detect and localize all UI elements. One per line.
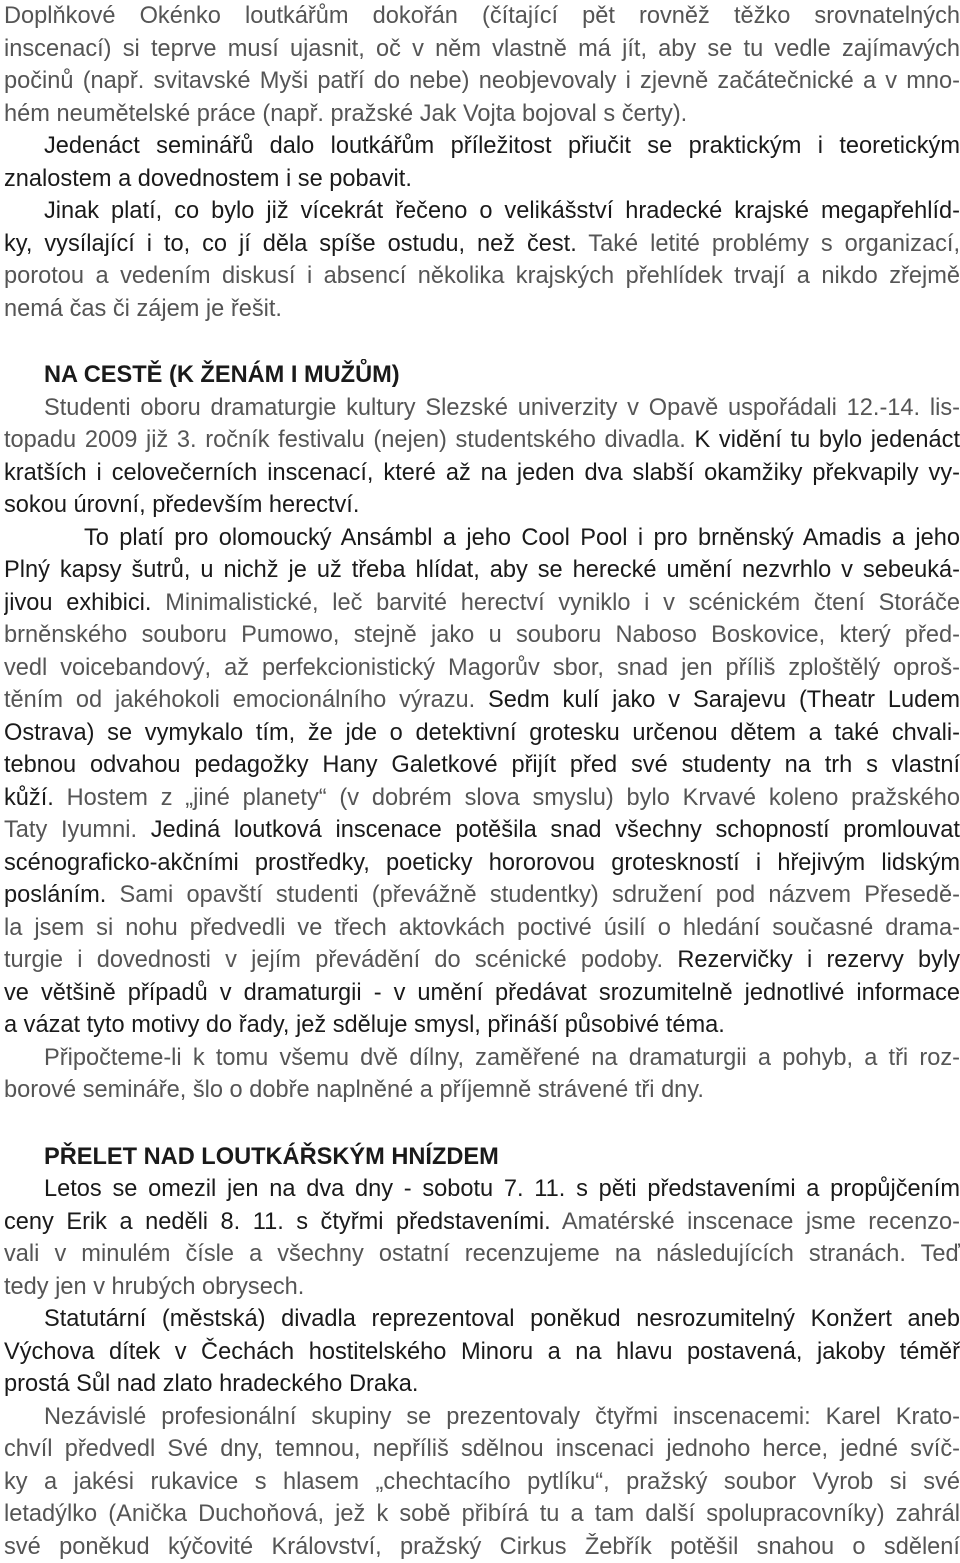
text-line xyxy=(4,260,960,293)
text-run: prostá Sůl nad zlato hradeckého Draka. xyxy=(4,1371,418,1397)
text-run: chvíl předvedl Své dny, temnou, nepříliš sdělnou inscenaci jednoho herce, jedné svíč- xyxy=(4,1436,960,1462)
text-run: Sedm kulí jako v Sarajevu (Theatr Ludem xyxy=(488,687,960,713)
text-run: Amatérské inscenace jsme recenzo- xyxy=(562,1209,960,1235)
text-run: letadýlko (Anička Duchoňová, jež k sobě přibírá tu a tam další spolupracovníky) zahrál xyxy=(4,1501,960,1527)
text-line xyxy=(4,1368,960,1401)
text-line xyxy=(4,749,960,782)
text-run: porotou a vedením diskusí i absencí několika krajských přehlídek trvají a nikdo zřejmě xyxy=(4,263,960,289)
text-run: borové semináře, šlo o dobře naplněné a příjemně strávené tři dny. xyxy=(4,1077,704,1103)
text-run: NA CESTĚ (K ŽENÁM I MUŽŮM) xyxy=(44,362,400,388)
text-run: Sami opavští studenti (převážně studentky) sdružení pod názvem Přesedě- xyxy=(120,882,960,908)
text-run: inscenací) si teprve musí ujasnit, oč v něm vlastně má jít, aby se tu vedle zajímavých xyxy=(4,36,960,62)
text-run: scénograficko-akčními prostředky, poeticky hororovou groteskností i hřejivým lidským xyxy=(4,850,960,876)
text-run: PŘELET NAD LOUTKÁŘSKÝM HNÍZDEM xyxy=(44,1144,499,1170)
text-run: hém neumětelské práce (např. pražské Jak Vojta bojoval s čerty). xyxy=(4,101,687,127)
text-run: Hostem z „jiné planety“ (v dobrém slova smyslu) bylo Krvavé koleno pražského xyxy=(67,785,960,811)
text-line xyxy=(4,424,960,457)
text-line xyxy=(4,228,960,261)
text-line xyxy=(4,1336,960,1369)
text-run: nemá čas či zájem je řešit. xyxy=(4,296,282,322)
text-line xyxy=(4,392,960,425)
text-line xyxy=(4,1531,960,1563)
section-heading xyxy=(4,1141,960,1174)
text-run: kůží. xyxy=(4,785,67,811)
text-run: Rezervičky i rezervy byly xyxy=(677,947,960,973)
text-line xyxy=(4,587,960,620)
text-line xyxy=(4,1173,960,1206)
text-line xyxy=(4,912,960,945)
text-line xyxy=(4,1303,960,1336)
text-run: Výchova dítek v Čechách hostitelského Minoru a na hlavu postavená, jakoby téměř xyxy=(4,1339,960,1365)
text-line xyxy=(4,879,960,912)
text-run: Taty Iyumni. xyxy=(4,817,151,843)
text-run: turgie i dovednosti v jejím převádění do scénické podoby. xyxy=(4,947,677,973)
text-run: Letos se omezil jen na dva dny - sobotu 7. 11. s pěti představeními a propůjčením xyxy=(44,1176,960,1202)
text-run: Statutární (městská) divadla reprezentoval poněkud nesrozumitelný Konžert aneb xyxy=(44,1306,960,1332)
text-line xyxy=(4,847,960,880)
text-run: vali v minulém čísle a všechny ostatní recenzujeme na následujících stranách. Teď xyxy=(4,1241,960,1267)
text-line xyxy=(4,33,960,66)
text-run: tedy jen v hrubých obrysech. xyxy=(4,1274,304,1300)
text-line xyxy=(4,195,960,228)
text-line xyxy=(4,65,960,98)
text-run: ve většině případů v dramaturgii - v umění předávat srozumitelně jednotlivé informace xyxy=(4,980,960,1006)
text-run: vedl voicebandový, až perfekcionistický Magorův sbor, snad jen příliš zploštělý oproš- xyxy=(4,655,960,681)
section-spacer xyxy=(4,1107,960,1141)
text-run: brněnského souboru Pumowo, stejně jako u souboru Naboso Boskovice, který před- xyxy=(4,622,960,648)
text-run: Jinak platí, co bylo již vícekrát řečeno o velikášství hradecké krajské megapřehlíd- xyxy=(44,198,960,224)
text-run: To platí pro olomoucký Ansámbl a jeho Cool Pool i pro brněnský Amadis a jeho xyxy=(84,525,960,551)
text-line xyxy=(4,1009,960,1042)
text-run: la jsem si nohu předvedli ve třech aktovkách poctivé úsilí o hledání současné drama- xyxy=(4,915,960,941)
text-run: a vázat tyto motivy do řady, jež sděluje smysl, přináší působivé téma. xyxy=(4,1012,725,1038)
text-run: Minimalistické, leč barvité herectví vyniklo i v scénickém čtení Storáče xyxy=(165,590,960,616)
text-run: jivou exhibici. xyxy=(4,590,165,616)
text-line xyxy=(4,98,960,131)
text-line xyxy=(4,944,960,977)
text-line xyxy=(4,684,960,717)
text-line xyxy=(4,1206,960,1239)
text-line xyxy=(4,293,960,326)
text-run: počinů (např. svitavské Myši patří do nebe) neobjevovaly i zjevně začátečnické a v mno- xyxy=(4,68,960,94)
text-line xyxy=(4,1074,960,1107)
text-line xyxy=(4,977,960,1010)
text-run: těním od jakéhokoli emocionálního výrazu. xyxy=(4,687,488,713)
text-line xyxy=(4,1042,960,1075)
text-run: ky a jakési rukavice s hlasem „chechtacího pytlíku“, pražský soubor Vyrob si své xyxy=(4,1469,960,1495)
text-run: topadu 2009 již 3. ročník festivalu (nejen) studentského divadla. xyxy=(4,427,695,453)
text-run: ceny Erik a neděli 8. 11. s čtyřmi představeními. xyxy=(4,1209,562,1235)
text-run: Ostrava) se vymykalo tím, že jde o detektivní grotesku určenou dětem a také chvali- xyxy=(4,720,960,746)
text-line xyxy=(4,782,960,815)
text-run: kratších i celovečerních inscenací, které až na jeden dva slabší okamžiky překvapily vy- xyxy=(4,460,960,486)
section-heading xyxy=(4,359,960,392)
text-run: Také letité problémy s organizací, xyxy=(588,231,960,257)
text-line xyxy=(4,489,960,522)
text-line xyxy=(4,1271,960,1304)
text-line xyxy=(4,652,960,685)
section-spacer xyxy=(4,325,960,359)
text-run: sokou úrovní, především herectví. xyxy=(4,492,359,518)
text-run: tebnou odvahou pedagožky Hany Galetkové přijít před své studenty na trh s vlastní xyxy=(4,752,960,778)
text-line xyxy=(4,457,960,490)
text-line xyxy=(4,1498,960,1531)
text-line xyxy=(4,1433,960,1466)
text-run: Plný kapsy šutrů, u nichž je už třeba hlídat, aby se herecké umění nezvrhlo v sebeuká- xyxy=(4,557,960,583)
text-line xyxy=(4,619,960,652)
text-line xyxy=(4,554,960,587)
text-run: Studenti oboru dramaturgie kultury Slezské univerzity v Opavě uspořádali 12.-14. lis- xyxy=(44,395,960,421)
text-run: Doplňkové Okénko loutkářům dokořán (čítající pět rovněž těžko srovnatelných xyxy=(4,3,960,29)
text-run: K vidění tu bylo jedenáct xyxy=(695,427,960,453)
text-run: znalostem a dovednostem i se pobavit. xyxy=(4,166,412,192)
text-run: Jediná loutková inscenace potěšila snad všechny schopností promlouvat xyxy=(151,817,960,843)
text-run: posláním. xyxy=(4,882,120,908)
text-line xyxy=(4,130,960,163)
text-line xyxy=(4,0,960,33)
text-line xyxy=(4,717,960,750)
text-run: Nezávislé profesionální skupiny se prezentovaly čtyřmi inscenacemi: Karel Krato- xyxy=(44,1404,960,1430)
text-line xyxy=(4,1401,960,1434)
text-line xyxy=(4,814,960,847)
text-line xyxy=(4,163,960,196)
article-page xyxy=(4,0,960,1563)
text-run: ky, vysílající i to, co jí děla spíše ostudu, než čest. xyxy=(4,231,588,257)
text-line xyxy=(4,522,960,555)
text-run: Připočteme-li k tomu všemu dvě dílny, zaměřené na dramaturgii a pohyb, a tři roz- xyxy=(44,1045,960,1071)
text-line xyxy=(4,1466,960,1499)
text-run: Jedenáct seminářů dalo loutkářům příležitost přiučit se praktickým i teoretickým xyxy=(44,133,960,159)
text-line xyxy=(4,1238,960,1271)
text-run: své poněkud kýčovité Království, pražský Cirkus Žebřík potěšil snahou o sdělení xyxy=(4,1534,960,1560)
